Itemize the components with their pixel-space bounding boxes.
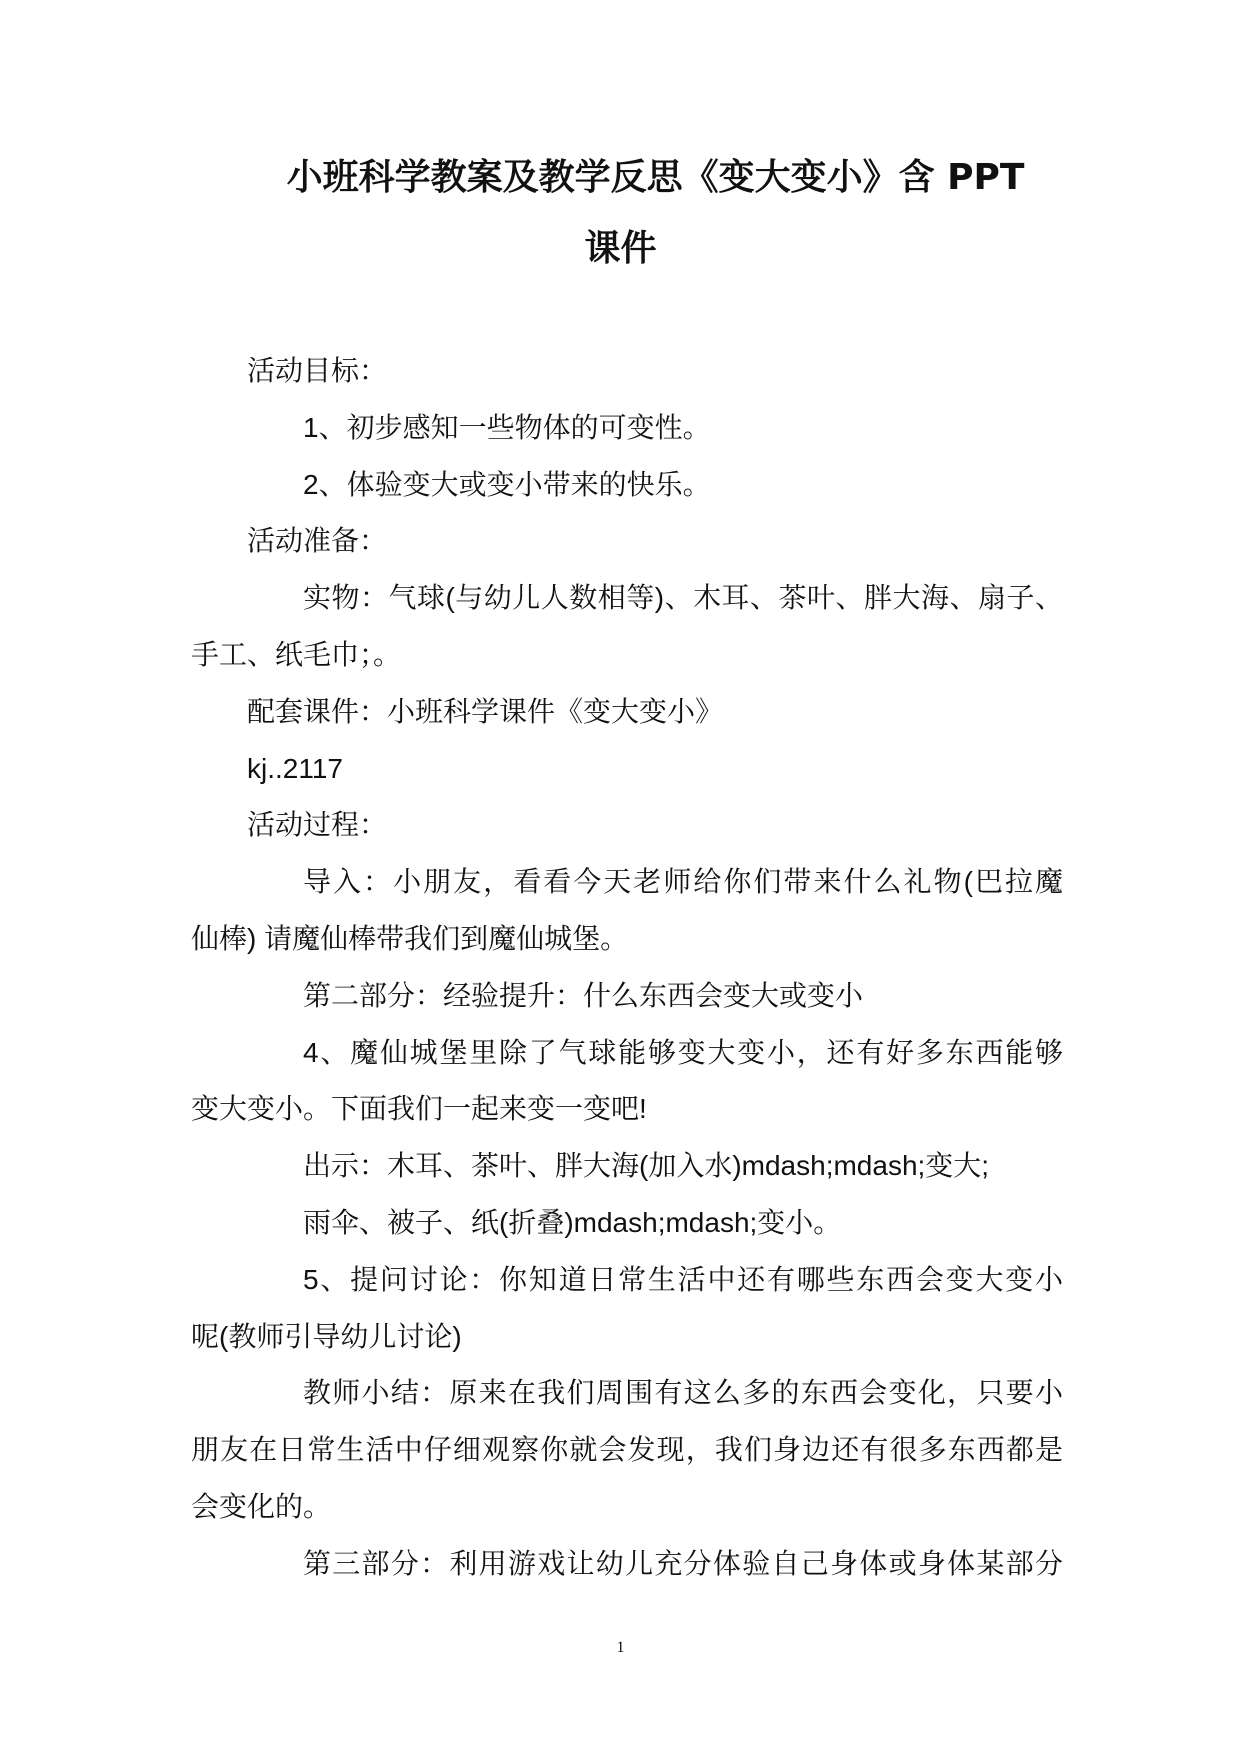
section-heading-objectives: [191, 343, 1063, 400]
paragraph-line: 朋友在日常生活中仔细观察你就会发现，我们身边还有很多东西都是: [191, 1434, 1063, 1466]
paragraph-line: kj..2117: [247, 752, 343, 784]
title-line-2: 课件: [584, 228, 657, 269]
paragraph-line: 4、魔仙城堡里除了气球能够变大变小，还有好多东西能够: [303, 1036, 1063, 1068]
paragraph-line: 变大变小。下面我们一起来变一变吧!: [191, 1093, 647, 1125]
paragraph: [191, 741, 1063, 798]
paragraph: [191, 570, 1063, 684]
paragraph-line: 仙棒) 请魔仙棒带我们到魔仙城堡。: [191, 922, 629, 954]
paragraph-line: 呢(教师引导幼儿讨论): [191, 1320, 462, 1352]
paragraph-line: 手工、纸毛巾；。: [191, 638, 402, 670]
paragraph-line: 实物：气球(与幼儿人数相等)、木耳、茶叶、胖大海、扇子、: [303, 582, 1063, 614]
paragraph-line: 1、初步感知一些物体的可变性。: [303, 411, 711, 443]
paragraph: [191, 1365, 1063, 1535]
paragraph-line: 出示：木耳、茶叶、胖大海(加入水)mdash;mdash;变大;: [303, 1150, 990, 1182]
paragraph: [191, 1195, 1063, 1252]
paragraph: [191, 684, 1063, 741]
paragraph-line: 会变化的。: [191, 1490, 332, 1522]
paragraph-line: 第三部分：利用游戏让幼儿充分体验自己身体或身体某部分: [303, 1547, 1063, 1579]
document-body: [191, 343, 1063, 1593]
paragraph-line: 导入：小朋友，看看今天老师给你们带来什么礼物(巴拉魔: [303, 866, 1063, 898]
paragraph: [191, 854, 1063, 968]
paragraph-line: 活动目标：: [247, 355, 388, 386]
objective-item: [191, 457, 1063, 514]
paragraph-line: 5、提问讨论：你知道日常生活中还有哪些东西会变大变小: [303, 1263, 1063, 1295]
section-heading-preparation: [191, 513, 1063, 570]
title-line-1: 小班科学教案及教学反思《变大变小》含 PPT: [286, 157, 1025, 198]
objective-item: [191, 400, 1063, 457]
page-number: 1: [616, 1639, 625, 1656]
section-heading-process: [191, 797, 1063, 854]
paragraph-line: 活动过程：: [247, 809, 388, 841]
paragraph-line: 雨伞、被子、纸(折叠)mdash;mdash;变小。: [303, 1206, 842, 1238]
paragraph: [191, 1138, 1063, 1195]
paragraph-line: 2、体验变大或变小带来的快乐。: [303, 468, 711, 500]
paragraph: [191, 1252, 1063, 1366]
paragraph-line: 第二部分：经验提升：什么东西会变大或变小: [303, 979, 864, 1011]
paragraph: [191, 968, 1063, 1025]
paragraph-line: 教师小结：原来在我们周围有这么多的东西会变化，只要小: [303, 1377, 1063, 1409]
paragraph-line: 活动准备：: [247, 525, 388, 557]
document-title: [0, 142, 1241, 284]
paragraph: [191, 1536, 1063, 1593]
paragraph-line: 配套课件：小班科学课件《变大变小》: [247, 695, 724, 727]
paragraph: [191, 1025, 1063, 1139]
